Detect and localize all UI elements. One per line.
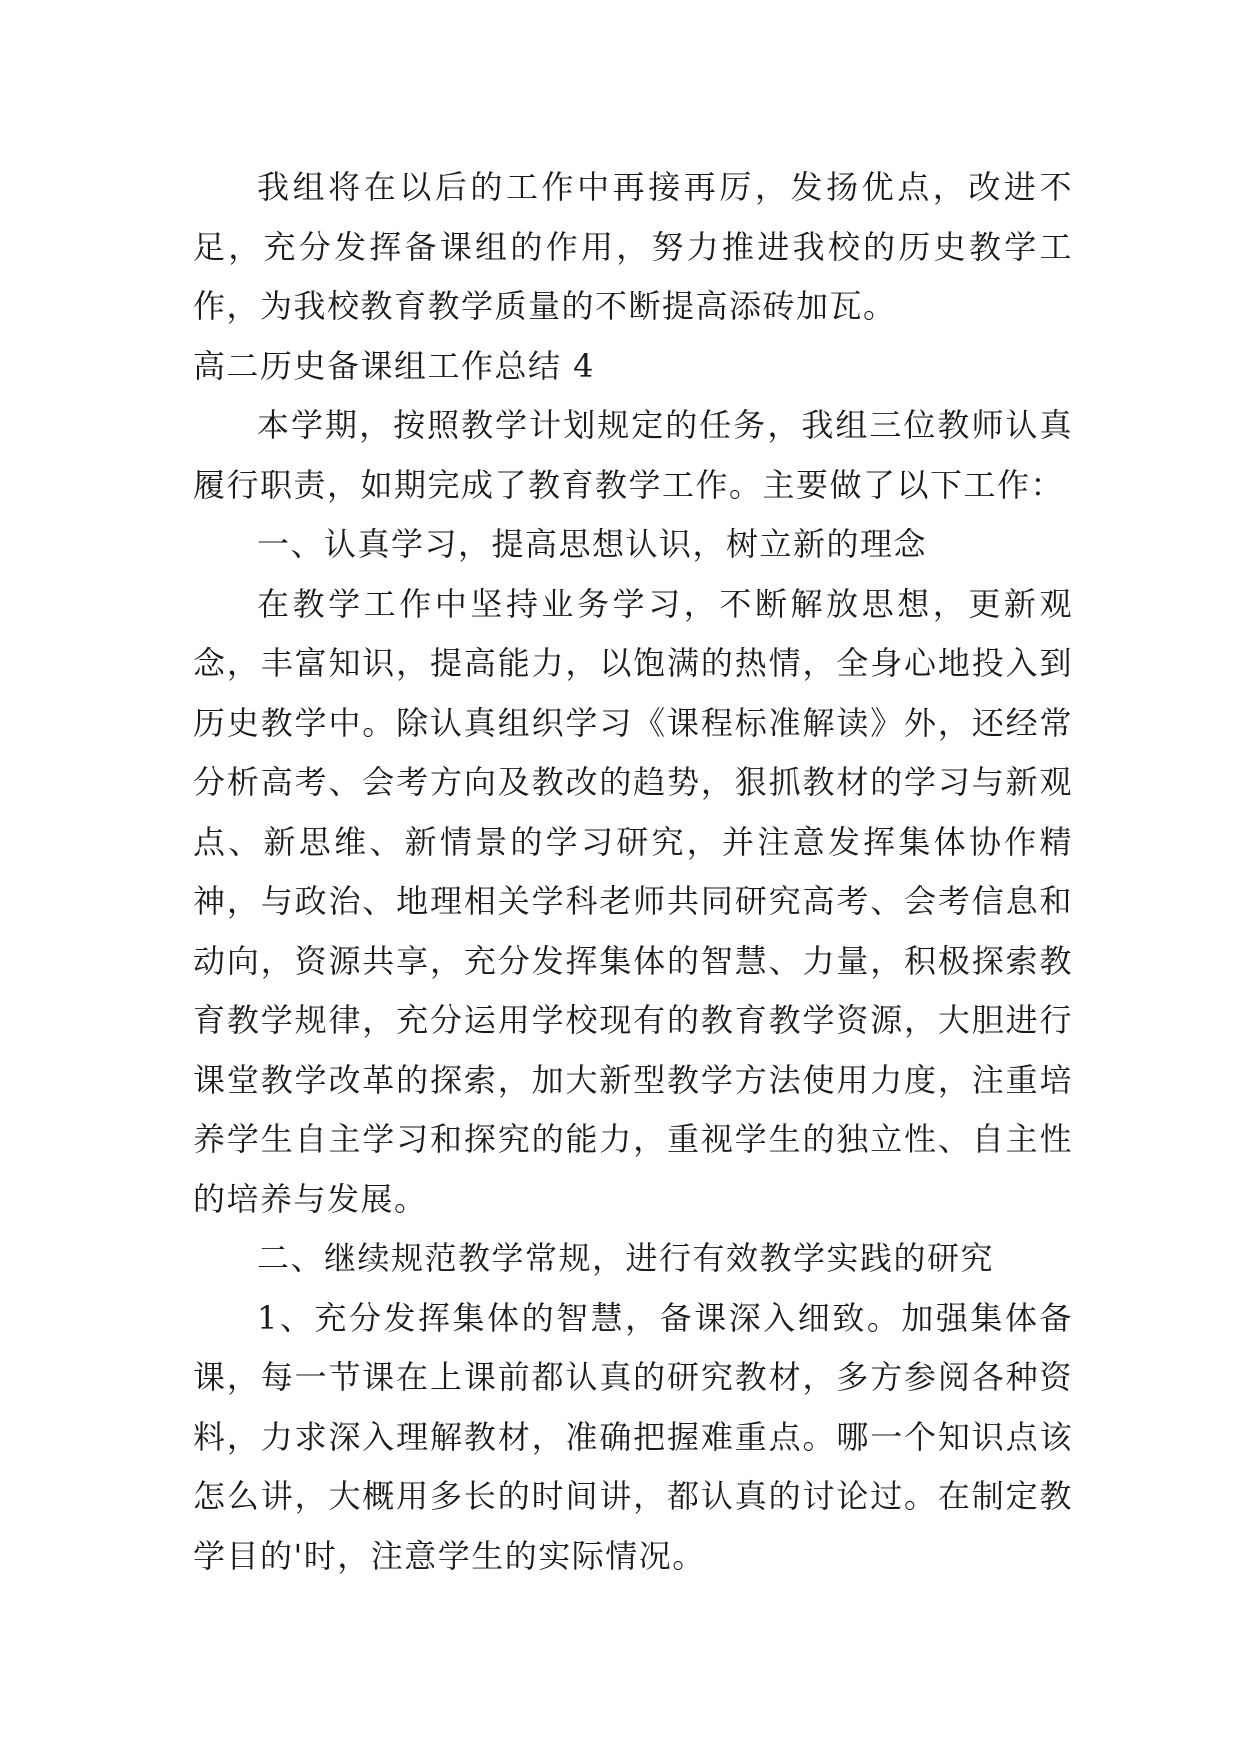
document-body [193,158,1073,1586]
closing-paragraph: 我组将在以后的工作中再接再厉，发扬优点，改进不足，充分发挥备课组的作用，努力推进我校的历史教学工作，为我校教育教学质量的不断提高添砖加瓦。 [193,168,1073,325]
intro-paragraph: 本学期，按照教学计划规定的任务，我组三位教师认真履行职责，如期完成了教育教学工作。主要做了以下工作： [193,406,1073,504]
subheading-one: 一、认真学习，提高思想认识，树立新的理念 [257,525,928,563]
section-title: 高二历史备课组工作总结 4 [193,346,596,385]
subheading-two: 二、继续规范教学常规，进行有效教学实践的研究 [257,1239,995,1277]
body-paragraph: 在教学工作中坚持业务学习，不断解放思想，更新观念，丰富知识，提高能力，以饱满的热情，全身心地投入到历史教学中。除认真组织学习《课程标准解读》外，还经常分析高考、会考方向及教改的趋势，狠抓教材的学习与新观点、新思维、新情景的学习研究，并注意发挥集体协作精神，与政治、地理相关学科老师共同研究高考、会考信息和动向，资源共享，充分发挥集体的智慧、力量，积极探索教育教学规律，充分运用学校现有的教育教学资源，大胆进行课堂教学改革的探索，加大新型教学方法使用力度，注重培养学生自主学习和探究的能力，重视学生的独立性、自主性的培养与发展。 [193,584,1073,1218]
body-paragraph: 1、充分发挥集体的智慧，备课深入细致。加强集体备课，每一节课在上课前都认真的研究教材，多方参阅各种资料，力求深入理解教材，准确把握难重点。哪一个知识点该怎么讲，大概用多长的时间讲，都认真的讨论过。在制定教学目的'时，注意学生的实际情况。 [193,1298,1073,1575]
